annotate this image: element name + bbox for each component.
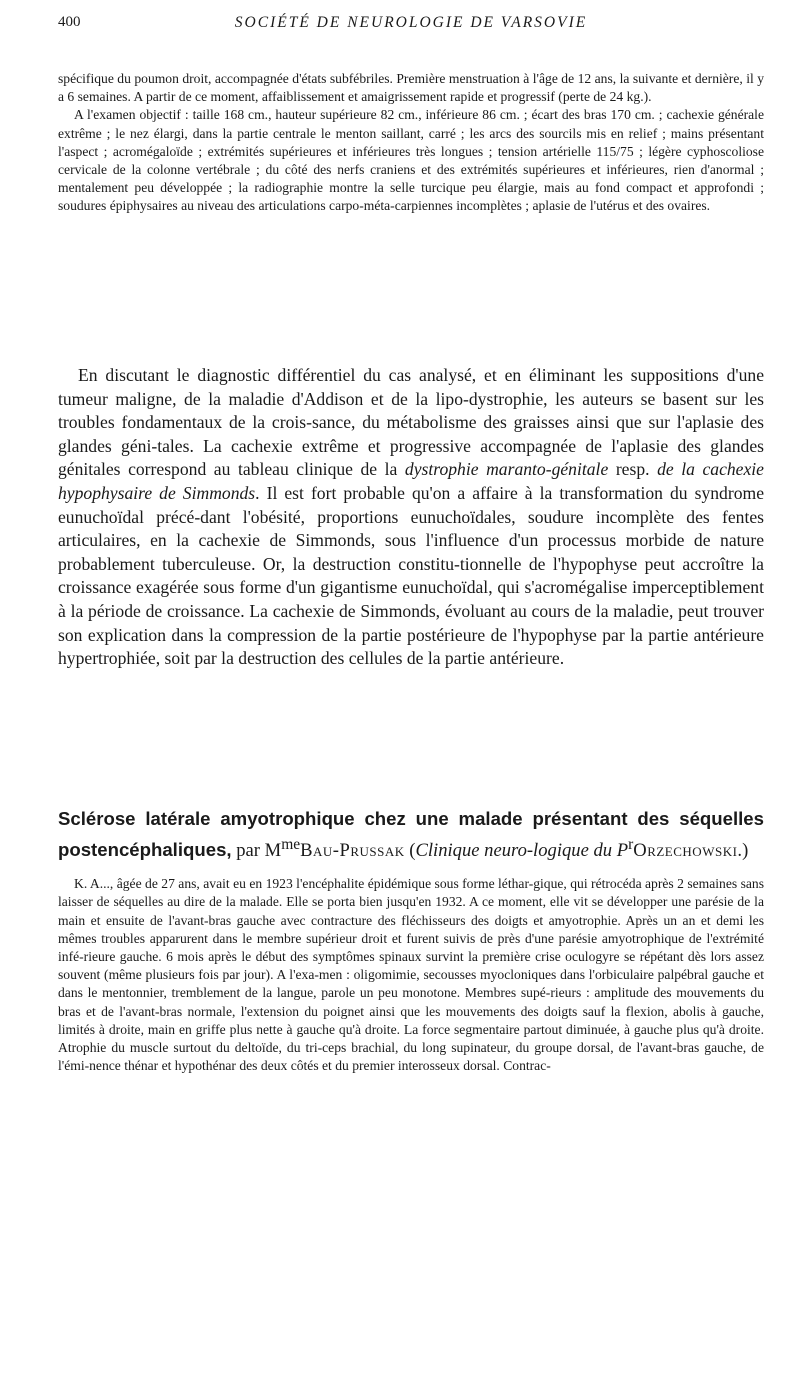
case-report-continuation — [58, 70, 764, 216]
discussion-text-1: En discutant le diagnostic différentiel du cas analysé, et en éliminant les suppositions d'une tumeur maligne, de la maladie d'Addison et de la lipo-dystrophie, les auteurs se basent sur les troubles fondamentaux de la crois-sance, du métabolisme des graisses ainsi que sur l'aplasie des glandes géni-tales. La cachexie extrême et progressive accompagnée de l'aplasie des glandes génitales correspond au tableau clinique de la — [58, 365, 764, 480]
paren-close: .) — [737, 840, 749, 862]
prof-name: Orzechowski — [633, 840, 738, 862]
author-prefix: M — [264, 840, 282, 862]
examination-paragraph: A l'examen objectif : taille 168 cm., hauteur supérieure 82 cm., inférieure 86 cm. ; écart des bras 170 cm. ; cachexie générale extrême ; le nez élargi, dans la partie centrale le menton saillant, carré ; les arcs des sourcils mis en relief ; mains présentant l'aspect ; acromégaloïde ; extrémités supérieures et inférieures très longues ; tension artérielle 115/75 ; légère cyphoscoliose cervicale de la colonne vertébrale ; du côté des nerfs craniens et des extrémités supérieures et inférieures, rien d'anormal ; mentalement peu développée ; la radiographie montre la selle turcique peu élargie, mais au fond compact et approfondi ; soudures épiphysaires au niveau des articulations carpo-méta-carpiennes incomplètes ; aplasie de l'utérus et des ovaires. — [58, 107, 764, 214]
discussion-italic-term-1: dystrophie maranto-génitale — [404, 459, 609, 480]
discussion-text-2: resp. — [608, 459, 658, 480]
author-prefix-sup: me — [281, 836, 301, 853]
running-head — [58, 14, 764, 38]
discussion-italic-term-2: de la cachexie hypophysaire de Simmonds — [58, 459, 764, 503]
prof-title: P — [616, 840, 629, 862]
paren-open: ( — [404, 840, 416, 862]
article-title: Sclérose latérale amyotrophique chez une malade présentant des séquelles postencéphaliques, — [58, 808, 764, 861]
article-section — [58, 806, 764, 1075]
case-report-2 — [58, 875, 764, 1075]
case-history-paragraph: spécifique du poumon droit, accompagnée d'états subfébriles. Première menstruation à l'âge de 12 ans, la suivante et dernière, il y a 6 semaines. A partir de ce moment, affaiblissement et amaigrissement rapide et progressif (perte de 24 kg.). — [58, 71, 764, 105]
discussion-text-3: . Il est fort probable qu'on a affaire à la transformation du syndrome eunuchoïdal précé-dant l'obésité, proportions eunuchoïdales, soudure incomplète des fentes articulaires, en la cachexie de Simmonds, sous l'influence d'un processus morbide de nature probablement tuberculeuse. Or, la destruction constitu-tionnelle de l'hypophyse peut accroître la croissance exagérée sous forme d'un gigantisme eunuchoïdal, qui s'acromégalise imperceptiblement à la période de croissance. La cachexie de Simmonds, évoluant au cours de la maladie, peut trouver son explication dans la compression de la partie postérieure de l'hypophyse par la partie antérieure hypertrophiée, soit par la destruction des cellules de la partie antérieure. — [58, 482, 765, 669]
prof-title-sup: r — [628, 836, 634, 853]
article-heading — [58, 806, 764, 864]
author-name: Bau-Prussak — [300, 840, 405, 862]
journal-title: SOCIÉTÉ DE NEUROLOGIE DE VARSOVIE — [234, 14, 588, 31]
clinic-name: Clinique neuro-logique du — [415, 840, 617, 862]
document-page — [58, 0, 764, 1389]
page-number: 400 — [58, 14, 81, 30]
case-2-paragraph: K. A..., âgée de 27 ans, avait eu en 1923 l'encéphalite épidémique sous forme léthar-gique, qui rétrocéda après 2 semaines sans laisser de séquelles au dire de la malade. Elle se porta bien jusqu'en 1932. A ce moment, elle vit se développer une parésie de la main et ensuite de l'avant-bras gauche avec contracture des fléchisseurs des doigts et amyotrophie. Après un an et demi les mêmes troubles apparurent dans le membre supérieur droit et furent suivis de près d'une parésie amyotrophique de l'extrémité infé-rieure gauche. 6 mois après le début des symptômes spinaux survint la première crise oculogyre se répétant dès lors assez souvent (même plusieurs fois par jour). A l'exa-men : oligomimie, secousses myocloniques dans l'orbiculaire palpébral gauche et dans le mentonnier, tremblement de la langue, parole un peu monotone. Membres supé-rieurs : amplitude des mouvements du bras et de l'avant-bras normale, l'extension du poignet ainsi que les mouvements des doigts sauf la flexion, abolis à gauche, limités à droite, main en griffe plus nette à gauche qu'à droite. La force segmentaire partout diminuée, à gauche plus qu'à droite. Atrophie du muscle surtout du deltoïde, du tri-ceps brachial, du long supinateur, du groupe dorsal, de l'avant-bras gauche, de l'émi-nence thénar et hypothénar des deux côtés et du premier interosseux dorsal. Contrac- — [58, 876, 764, 1074]
article-by: par — [231, 840, 265, 862]
discussion-paragraph — [58, 364, 764, 671]
